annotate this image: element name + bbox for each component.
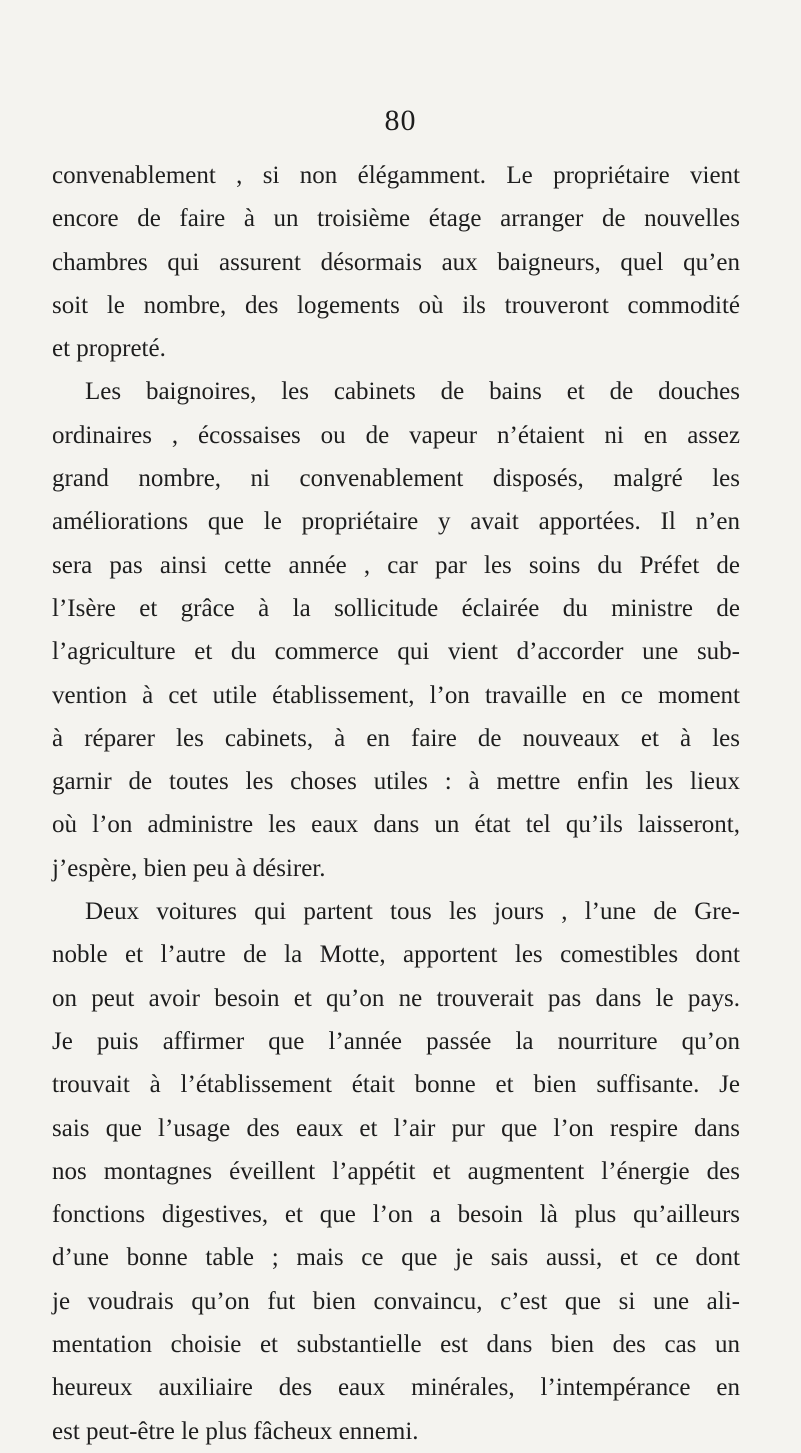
text-line: mentation choisie et substantielle est dans bien des cas un <box>52 1331 740 1359</box>
text-line: améliorations que le propriétaire y avait apportées. Il n’en <box>52 508 740 536</box>
text-line: sera pas ainsi cette année , car par les soins du Préfet de <box>52 551 740 579</box>
text-line: Je puis affirmer que l’année passée la nourriture qu’on <box>52 1027 740 1055</box>
text-line: j’espère, bien peu à désirer. <box>52 854 326 882</box>
paragraph-1 <box>52 154 740 370</box>
text-line: convenablement , si non élégamment. Le propriétaire vient <box>52 162 740 189</box>
text-line: soit le nombre, des logements où ils trouveront commodité <box>52 291 740 319</box>
text-line: ordinaires , écossaises ou de vapeur n’étaient ni en assez <box>52 421 740 449</box>
text-line: Deux voitures qui partent tous les jours , l’une de Gre- <box>85 898 740 926</box>
text-line: chambres qui assurent désormais aux baigneurs, quel qu’en <box>52 248 740 276</box>
text-line: Les baignoires, les cabinets de bains et de douches <box>85 378 740 406</box>
body-text <box>52 154 740 1453</box>
text-line: noble et l’autre de la Motte, apportent les comestibles dont <box>52 941 740 969</box>
paragraph-2 <box>52 370 740 890</box>
text-line: sais que l’usage des eaux et l’air pur que l’on respire dans <box>52 1114 740 1142</box>
paragraph-3 <box>52 890 740 1453</box>
text-line: l’Isère et grâce à la sollicitude éclairée du ministre de <box>52 594 740 622</box>
text-line: et propreté. <box>52 335 166 363</box>
page-number: 80 <box>384 104 417 137</box>
text-line: l’agriculture et du commerce qui vient d’accorder une sub- <box>52 638 740 666</box>
text-line: où l’on administre les eaux dans un état tel qu’ils laisseront, <box>52 811 740 839</box>
text-line: garnir de toutes les choses utiles : à mettre enfin les lieux <box>52 768 740 796</box>
text-line: encore de faire à un troisième étage arranger de nouvelles <box>52 205 740 233</box>
text-line: d’une bonne table ; mais ce que je sais aussi, et ce dont <box>52 1244 740 1272</box>
text-line: grand nombre, ni convenablement disposés, malgré les <box>52 465 740 493</box>
text-line: fonctions digestives, et que l’on a besoin là plus qu’ailleurs <box>52 1201 740 1229</box>
text-line: à réparer les cabinets, à en faire de nouveaux et à les <box>52 724 740 752</box>
text-line: trouvait à l’établissement était bonne et bien suffisante. Je <box>52 1071 740 1099</box>
text-line: je voudrais qu’on fut bien convaincu, c’est que si une ali- <box>52 1287 740 1315</box>
text-line: heureux auxiliaire des eaux minérales, l’intempérance en <box>52 1374 740 1402</box>
text-line: est peut-être le plus fâcheux ennemi. <box>52 1417 419 1445</box>
text-line: on peut avoir besoin et qu’on ne trouverait pas dans le pays. <box>52 984 740 1012</box>
text-line: vention à cet utile établissement, l’on travaille en ce moment <box>52 681 740 709</box>
text-line: nos montagnes éveillent l’appétit et augmentent l’énergie des <box>52 1157 740 1185</box>
